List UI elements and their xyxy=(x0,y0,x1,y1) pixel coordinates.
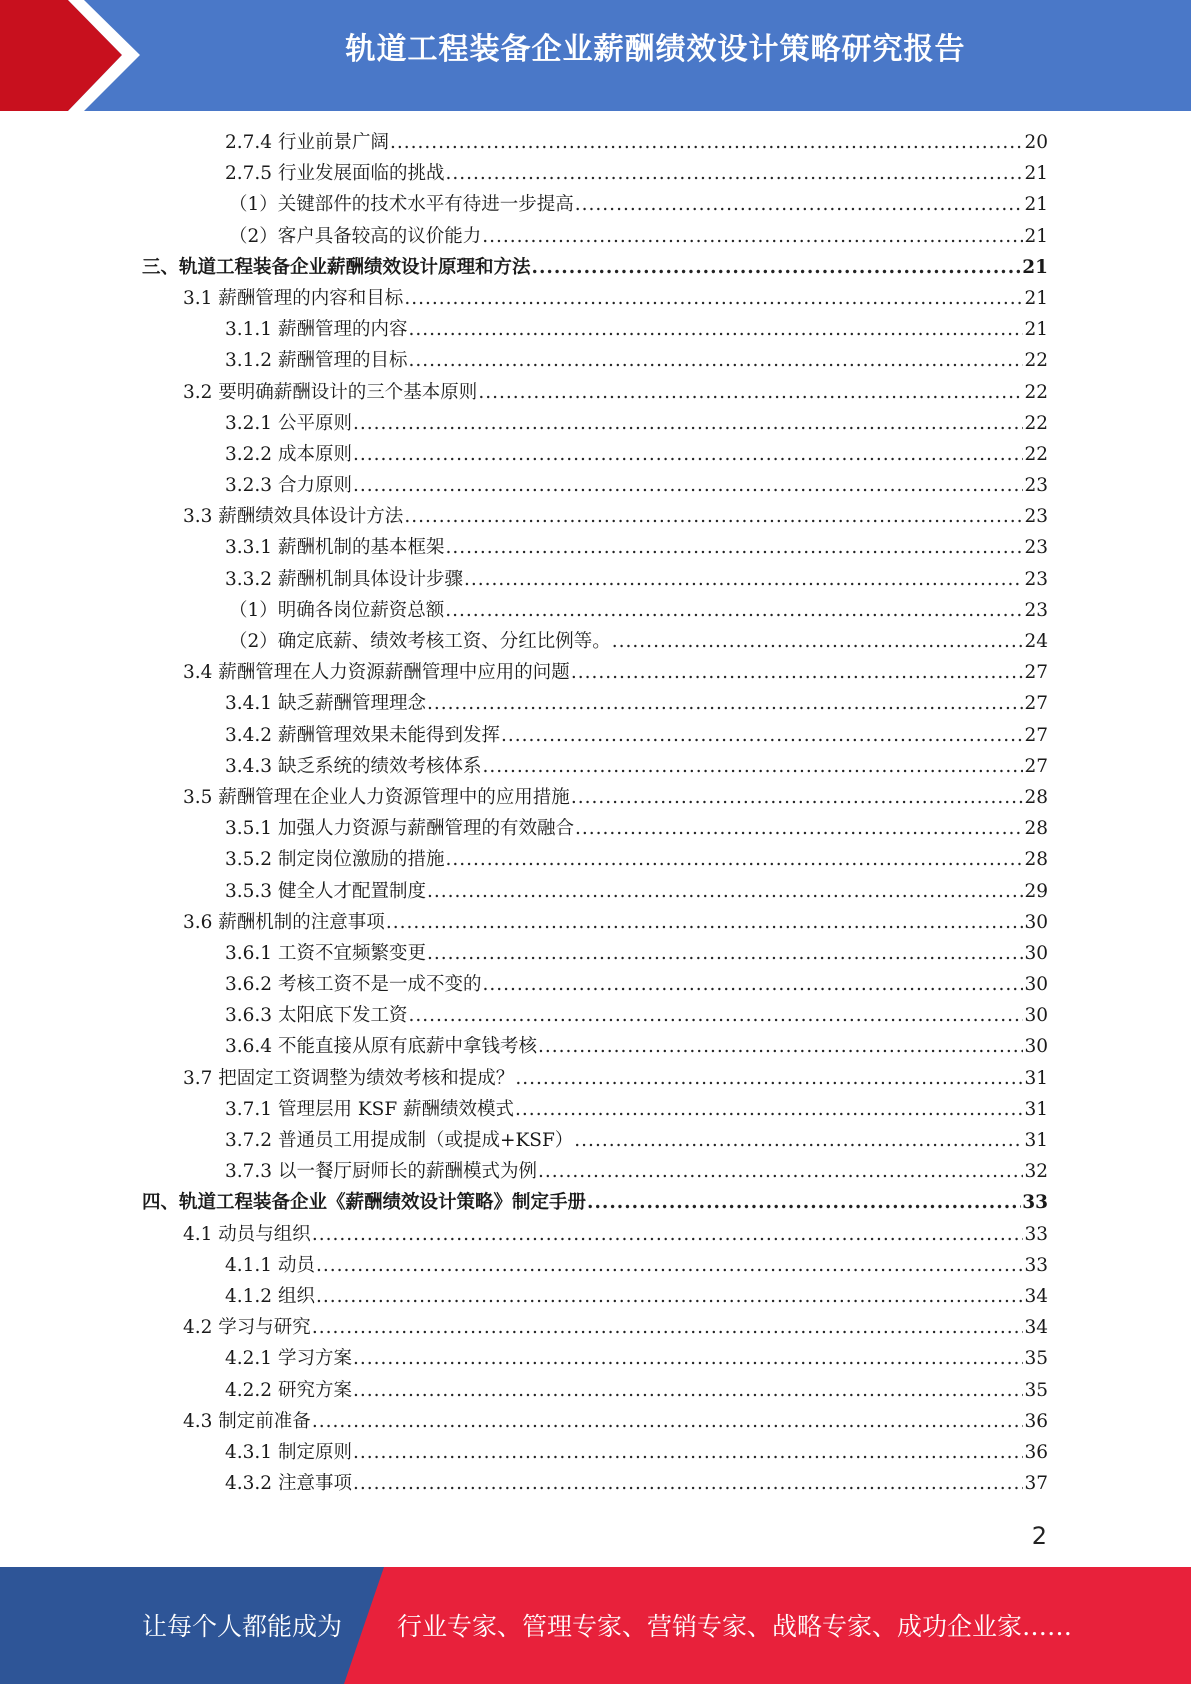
toc-entry-page: 34 xyxy=(1024,1285,1048,1307)
toc-entry-page: 30 xyxy=(1024,1036,1048,1058)
toc-entry-page: 33 xyxy=(1024,1254,1048,1276)
footer-slogan-right: 行业专家、管理专家、营销专家、战略专家、成功企业家…… xyxy=(397,1612,1073,1641)
toc-dot-leader xyxy=(353,439,1024,470)
toc-entry[interactable] xyxy=(0,501,1048,532)
toc-dot-leader xyxy=(571,782,1024,813)
toc-dot-leader xyxy=(404,501,1023,532)
toc-entry-label: 3.5.3 健全人才配置制度 xyxy=(225,880,426,902)
toc-entry-label: 3.7.3 以一餐厅厨师长的薪酬模式为例 xyxy=(225,1161,537,1183)
toc-dot-leader xyxy=(445,158,1023,189)
toc-entry[interactable] xyxy=(0,314,1048,345)
toc-entry-label: 3.4.3 缺乏系统的绩效考核体系 xyxy=(225,755,482,777)
toc-entry-label: 3.1.2 薪酬管理的目标 xyxy=(225,350,408,372)
toc-entry-label: 3.3.1 薪酬机制的基本框架 xyxy=(225,537,445,559)
toc-dot-leader xyxy=(482,221,1023,252)
toc-dot-leader xyxy=(612,626,1024,657)
toc-entry-page: 35 xyxy=(1024,1379,1048,1401)
toc-dot-leader xyxy=(574,1125,1023,1156)
toc-dot-leader xyxy=(575,813,1023,844)
toc-entry[interactable] xyxy=(0,1437,1048,1468)
toc-entry-page: 23 xyxy=(1024,506,1048,528)
toc-entry[interactable] xyxy=(0,127,1048,158)
toc-entry-label: 4.3.1 制定原则 xyxy=(225,1441,352,1463)
toc-entry[interactable] xyxy=(0,1375,1048,1406)
toc-entry-page: 30 xyxy=(1024,942,1048,964)
toc-entry-label: 3.6 薪酬机制的注意事项 xyxy=(183,911,385,933)
toc-entry[interactable] xyxy=(0,1125,1048,1156)
toc-entry[interactable] xyxy=(0,1281,1048,1312)
toc-entry-page: 21 xyxy=(1024,319,1048,341)
toc-entry-page: 27 xyxy=(1024,662,1048,684)
toc-dot-leader xyxy=(353,408,1024,439)
toc-entry-label: 3.7 把固定工资调整为绩效考核和提成？ xyxy=(183,1067,515,1089)
toc-entry[interactable] xyxy=(0,345,1048,376)
toc-entry-page: 21 xyxy=(1024,225,1048,247)
toc-dot-leader xyxy=(445,844,1023,875)
header-chevron-decoration xyxy=(0,0,160,111)
toc-entry[interactable] xyxy=(0,751,1048,782)
toc-entry-page: 32 xyxy=(1024,1161,1048,1183)
toc-entry[interactable] xyxy=(0,221,1048,252)
toc-entry-page: 23 xyxy=(1024,568,1048,590)
toc-entry-page: 33 xyxy=(1024,1223,1048,1245)
toc-dot-leader xyxy=(312,1219,1024,1250)
toc-entry-label: 3.6.1 工资不宜频繁变更 xyxy=(225,942,426,964)
toc-dot-leader xyxy=(482,751,1023,782)
toc-entry-label: 3.5.1 加强人力资源与薪酬管理的有效融合 xyxy=(225,818,574,840)
toc-entry-page: 21 xyxy=(1024,287,1048,309)
toc-entry[interactable] xyxy=(0,626,1048,657)
toc-entry-page: 27 xyxy=(1024,693,1048,715)
toc-dot-leader xyxy=(386,907,1024,938)
toc-entry-label: 4.3.2 注意事项 xyxy=(225,1473,352,1495)
toc-entry-label: 3.7.2 普通员工用提成制（或提成+KSF） xyxy=(225,1130,574,1151)
toc-entry-label: 2.7.4 行业前景广阔 xyxy=(225,132,389,153)
toc-entry[interactable] xyxy=(0,252,1048,283)
toc-entry[interactable] xyxy=(0,876,1048,907)
toc-entry-label: 3.2.3 合力原则 xyxy=(225,475,352,497)
toc-entry[interactable] xyxy=(0,1187,1048,1218)
toc-entry-page: 22 xyxy=(1024,381,1048,403)
toc-dot-leader xyxy=(482,969,1023,1000)
toc-entry-page: 27 xyxy=(1024,724,1048,746)
toc-entry-label: （2）确定底薪、绩效考核工资、分红比例等。 xyxy=(229,631,611,652)
document-title: 轨道工程装备企业薪酬绩效设计策略研究报告 xyxy=(345,32,966,67)
toc-entry[interactable] xyxy=(0,1343,1048,1374)
toc-entry-label: 3.5.2 制定岗位激励的措施 xyxy=(225,849,445,871)
toc-dot-leader xyxy=(353,1437,1024,1468)
toc-entry-label: 4.2.2 研究方案 xyxy=(225,1379,352,1401)
toc-entry-label: 3.6.3 太阳底下发工资 xyxy=(225,1005,408,1027)
toc-dot-leader xyxy=(532,252,1022,283)
toc-entry[interactable] xyxy=(0,938,1048,969)
toc-entry[interactable] xyxy=(0,782,1048,813)
toc-entry[interactable] xyxy=(0,1031,1048,1062)
toc-entry-page: 24 xyxy=(1024,631,1048,652)
toc-dot-leader xyxy=(427,938,1023,969)
toc-entry[interactable] xyxy=(0,1156,1048,1187)
toc-entry-label: （2）客户具备较高的议价能力 xyxy=(229,225,482,247)
toc-entry-label: 3.2 要明确薪酬设计的三个基本原则 xyxy=(183,381,478,403)
toc-entry[interactable] xyxy=(0,408,1048,439)
toc-dot-leader xyxy=(501,720,1023,751)
toc-entry-label: 3.7.1 管理层用 KSF 薪酬绩效模式 xyxy=(225,1098,515,1120)
toc-entry[interactable] xyxy=(0,688,1048,719)
toc-entry-label: 3.2.2 成本原则 xyxy=(225,443,352,465)
toc-dot-leader xyxy=(353,470,1024,501)
toc-entry-label: 3.1 薪酬管理的内容和目标 xyxy=(183,287,404,309)
toc-entry-page: 37 xyxy=(1024,1473,1048,1495)
toc-entry[interactable] xyxy=(0,813,1048,844)
toc-entry-page: 31 xyxy=(1024,1067,1048,1089)
toc-entry-label: 4.1.2 组织 xyxy=(225,1285,315,1307)
toc-entry-page: 28 xyxy=(1024,849,1048,871)
table-of-contents xyxy=(0,127,1191,1499)
toc-dot-leader xyxy=(538,1156,1023,1187)
toc-dot-leader xyxy=(408,345,1023,376)
toc-entry-page: 23 xyxy=(1024,537,1048,559)
toc-entry-label: 3.4.2 薪酬管理效果未能得到发挥 xyxy=(225,724,500,746)
toc-entry-page: 21 xyxy=(1024,163,1048,185)
toc-dot-leader xyxy=(390,127,1023,158)
toc-entry-label: 4.1 动员与组织 xyxy=(183,1223,311,1245)
toc-entry[interactable] xyxy=(0,1312,1048,1343)
toc-entry-label: 3.3.2 薪酬机制具体设计步骤 xyxy=(225,568,463,590)
toc-entry-page: 34 xyxy=(1024,1317,1048,1339)
toc-entry[interactable] xyxy=(0,1219,1048,1250)
toc-entry[interactable] xyxy=(0,439,1048,470)
toc-entry-label: 4.3 制定前准备 xyxy=(183,1410,311,1432)
toc-entry-page: 20 xyxy=(1024,132,1048,153)
toc-entry-page: 28 xyxy=(1024,786,1048,808)
toc-entry[interactable] xyxy=(0,844,1048,875)
toc-dot-leader xyxy=(464,564,1023,595)
page-header xyxy=(0,0,1191,111)
toc-entry-page: 23 xyxy=(1024,599,1048,621)
toc-entry-page: 30 xyxy=(1024,911,1048,933)
toc-entry[interactable] xyxy=(0,969,1048,1000)
toc-dot-leader xyxy=(587,1187,1021,1218)
toc-entry-label: 4.2.1 学习方案 xyxy=(225,1348,352,1370)
toc-entry-label: 3.4 薪酬管理在人力资源薪酬管理中应用的问题 xyxy=(183,662,570,684)
toc-dot-leader xyxy=(408,314,1023,345)
toc-entry-page: 22 xyxy=(1024,350,1048,372)
toc-entry-label: 3.4.1 缺乏薪酬管理理念 xyxy=(225,693,426,715)
toc-dot-leader xyxy=(312,1312,1024,1343)
toc-entry[interactable] xyxy=(0,1406,1048,1437)
toc-dot-leader xyxy=(427,876,1023,907)
page-footer xyxy=(0,1567,1191,1684)
toc-dot-leader xyxy=(353,1343,1024,1374)
toc-dot-leader xyxy=(445,595,1023,626)
toc-entry-page: 29 xyxy=(1024,880,1048,902)
toc-entry-label: （1）明确各岗位薪资总额 xyxy=(229,599,445,621)
toc-entry[interactable] xyxy=(0,1094,1048,1125)
toc-entry-page: 30 xyxy=(1024,1005,1048,1027)
toc-entry-label: 4.2 学习与研究 xyxy=(183,1317,311,1339)
toc-entry[interactable] xyxy=(0,657,1048,688)
toc-dot-leader xyxy=(353,1468,1024,1499)
toc-dot-leader xyxy=(445,532,1023,563)
toc-dot-leader xyxy=(515,1094,1023,1125)
toc-entry[interactable] xyxy=(0,564,1048,595)
toc-entry[interactable] xyxy=(0,377,1048,408)
toc-entry-page: 28 xyxy=(1024,818,1048,840)
page-number: 2 xyxy=(1031,1522,1047,1550)
toc-dot-leader xyxy=(353,1375,1024,1406)
toc-entry[interactable] xyxy=(0,595,1048,626)
toc-dot-leader xyxy=(404,283,1023,314)
toc-entry[interactable] xyxy=(0,189,1048,220)
toc-entry[interactable] xyxy=(0,1468,1048,1499)
toc-entry-page: 21 xyxy=(1024,194,1048,216)
toc-entry-label: 2.7.5 行业发展面临的挑战 xyxy=(225,163,445,185)
toc-dot-leader xyxy=(312,1406,1024,1437)
toc-entry[interactable] xyxy=(0,283,1048,314)
toc-entry-page: 22 xyxy=(1024,412,1048,434)
toc-entry-page: 35 xyxy=(1024,1348,1048,1370)
footer-slogan-left: 让每个人都能成为 xyxy=(142,1612,343,1641)
toc-entry-label: 四、轨道工程装备企业《薪酬绩效设计策略》制定手册 xyxy=(142,1192,587,1214)
toc-entry-page: 36 xyxy=(1024,1441,1048,1463)
toc-entry-label: 三、轨道工程装备企业薪酬绩效设计原理和方法 xyxy=(142,256,531,278)
toc-entry-label: 3.1.1 薪酬管理的内容 xyxy=(225,319,408,341)
toc-dot-leader xyxy=(515,1063,1023,1094)
toc-entry[interactable] xyxy=(0,532,1048,563)
toc-dot-leader xyxy=(478,377,1023,408)
toc-dot-leader xyxy=(427,688,1023,719)
toc-entry-page: 27 xyxy=(1024,755,1048,777)
toc-entry-page: 21 xyxy=(1022,256,1048,278)
toc-entry-label: 3.2.1 公平原则 xyxy=(225,412,352,434)
toc-entry-page: 23 xyxy=(1024,475,1048,497)
toc-entry[interactable] xyxy=(0,907,1048,938)
toc-entry-label: 3.5 薪酬管理在企业人力资源管理中的应用措施 xyxy=(183,786,570,808)
toc-entry-label: 3.6.2 考核工资不是一成不变的 xyxy=(225,974,482,996)
toc-entry[interactable] xyxy=(0,1063,1048,1094)
toc-entry-page: 30 xyxy=(1024,974,1048,996)
toc-dot-leader xyxy=(316,1281,1024,1312)
toc-entry-label: （1）关键部件的技术水平有待进一步提高 xyxy=(229,194,574,216)
toc-entry-label: 3.6.4 不能直接从原有底薪中拿钱考核 xyxy=(225,1036,537,1058)
toc-dot-leader xyxy=(316,1250,1024,1281)
toc-entry-page: 31 xyxy=(1024,1130,1048,1151)
toc-entry-page: 22 xyxy=(1024,443,1048,465)
toc-dot-leader xyxy=(575,189,1024,220)
toc-entry-page: 33 xyxy=(1022,1192,1048,1214)
toc-entry[interactable] xyxy=(0,1250,1048,1281)
toc-entry[interactable] xyxy=(0,158,1048,189)
toc-entry-page: 31 xyxy=(1024,1098,1048,1120)
toc-dot-leader xyxy=(408,1000,1023,1031)
toc-entry[interactable] xyxy=(0,470,1048,501)
toc-entry-page: 36 xyxy=(1024,1410,1048,1432)
toc-entry[interactable] xyxy=(0,1000,1048,1031)
toc-entry[interactable] xyxy=(0,720,1048,751)
toc-entry-label: 4.1.1 动员 xyxy=(225,1254,315,1276)
toc-dot-leader xyxy=(571,657,1024,688)
toc-entry-label: 3.3 薪酬绩效具体设计方法 xyxy=(183,506,404,528)
toc-dot-leader xyxy=(538,1031,1023,1062)
